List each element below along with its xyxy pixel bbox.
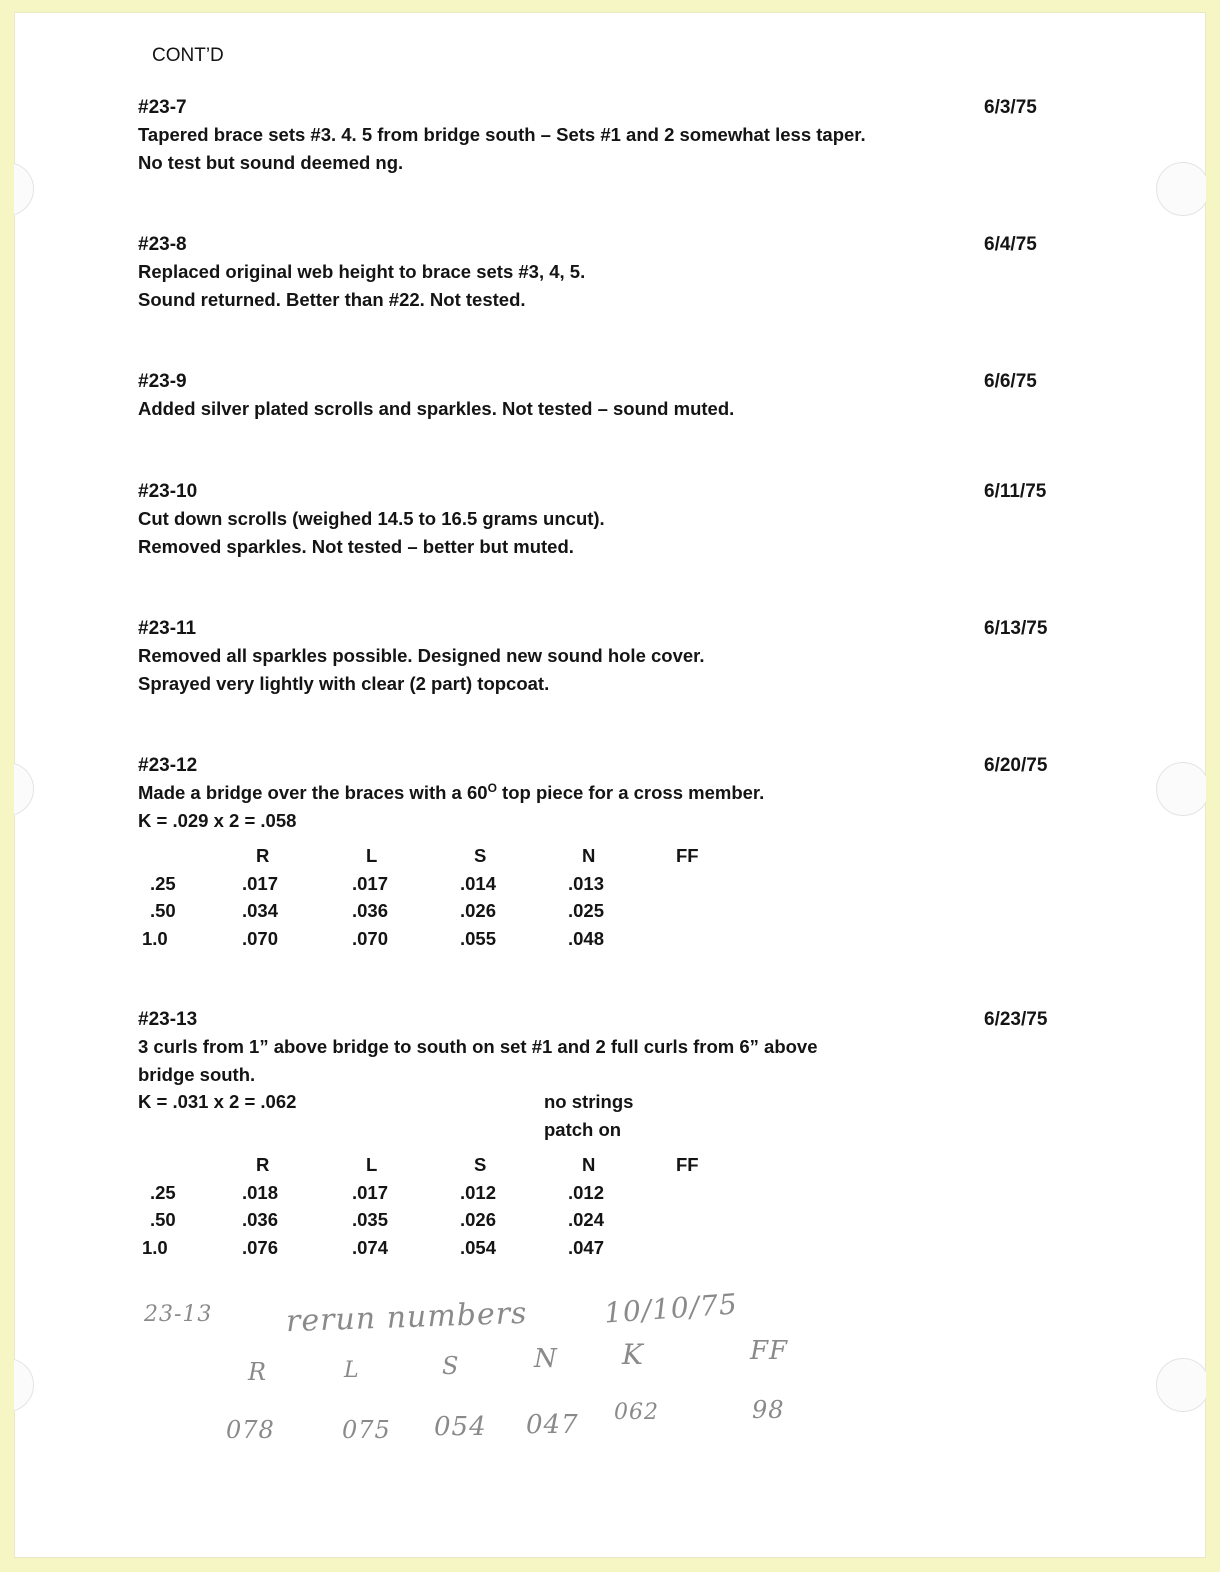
table-row [142,1179,736,1207]
table-header: S [474,845,487,866]
entry-date: 6/13/75 [984,618,1048,639]
table-cell: .036 [242,1209,279,1230]
handwritten-label: R [248,1358,268,1386]
punch-hole [1156,762,1206,816]
table-cell: .014 [460,872,497,894]
table-header: N [582,845,596,866]
document-page [14,12,1206,1558]
table-row [142,870,736,898]
entry-id: #23-7 [138,97,187,118]
table-header-row [142,1151,736,1179]
table-cell: .025 [568,900,605,921]
handwritten-entry-id: 23-13 [144,1302,213,1327]
table-cell: .048 [568,927,605,949]
entry-date: 6/11/75 [984,481,1047,502]
table-cell: .012 [568,1181,605,1203]
table-cell [676,870,736,898]
entry-date: 6/20/75 [984,755,1048,776]
table-cell: .070 [242,927,279,949]
entry-line: Sound returned. Better than #22. Not tested. [138,288,526,310]
table-row [142,1206,736,1234]
log-entry [138,752,1068,952]
table-cell: 1.0 [142,1236,168,1258]
table-cell: .017 [242,872,279,894]
handwritten-label: N [534,1344,558,1374]
table-cell: .50 [150,1209,176,1230]
table-cell: .055 [460,927,497,949]
log-entry [138,478,1068,560]
table-header: FF [676,1154,699,1175]
table-row [142,1234,736,1262]
entry-id: #23-13 [138,1009,198,1030]
table-header: N [582,1154,596,1175]
log-entry [138,94,1068,176]
handwritten-value: 98 [752,1396,785,1424]
measurement-table [142,1151,736,1261]
entry-line-text: Made a bridge over the braces with a 60 [138,782,488,803]
entry-line: Cut down scrolls (weighed 14.5 to 16.5 grams uncut). [138,508,605,529]
entry-line: Replaced original web height to brace sets #3, 4, 5. [138,261,586,282]
table-cell: .026 [460,1209,497,1230]
table-cell [676,1179,736,1207]
k-value-line: K = .031 x 2 = .062 [138,1091,297,1112]
table-cell: .024 [568,1209,605,1230]
table-cell: .034 [242,900,279,921]
table-cell: .017 [352,1181,389,1203]
table-header: L [366,1154,378,1175]
table-row [142,897,736,925]
entry-line: 3 curls from 1” above bridge to south on set #1 and 2 full curls from 6” above [138,1036,818,1057]
table-header: S [474,1154,487,1175]
table-cell: .017 [352,872,389,894]
punch-hole [14,1358,34,1412]
log-entry [138,615,1068,697]
table-cell: .25 [150,872,176,894]
handwritten-phrase: rerun numbers [285,1295,528,1340]
table-cell: .035 [352,1209,389,1230]
table-header: R [256,1154,270,1175]
entry-date: 6/6/75 [984,371,1037,392]
table-cell: .026 [460,900,497,921]
table-header-row [142,842,736,870]
punch-hole [1156,162,1206,216]
entry-line: Added silver plated scrolls and sparkles. Not tested – sound muted. [138,398,735,419]
entry-line: Removed sparkles. Not tested – better but muted. [138,535,574,557]
handwritten-date: 10/10/75 [603,1287,739,1330]
table-row [142,925,736,953]
table-cell [676,925,736,953]
k-value-line: K = .029 x 2 = .058 [138,809,297,831]
entry-id: #23-9 [138,371,187,392]
entry-line: bridge south. [138,1063,256,1085]
table-cell [676,1206,736,1234]
handwritten-label: L [344,1358,360,1383]
table-cell: .074 [352,1236,389,1258]
handwritten-value: 078 [226,1416,275,1444]
table-cell: .012 [460,1181,497,1203]
table-cell: .047 [568,1236,605,1258]
entry-date: 6/3/75 [984,97,1037,118]
handwritten-label: S [442,1352,460,1380]
table-header: R [256,845,270,866]
entry-date: 6/4/75 [984,234,1037,255]
entry-id: #23-12 [138,755,198,776]
punch-hole [1156,1358,1206,1412]
handwritten-value: 047 [526,1410,579,1440]
entry-line: No test but sound deemed ng. [138,151,404,173]
table-cell: .018 [242,1181,279,1203]
entry-line: Sprayed very lightly with clear (2 part) topcoat. [138,672,550,694]
handwritten-value: 075 [342,1416,391,1444]
table-cell: .013 [568,872,605,894]
table-cell [676,1234,736,1262]
entry-id: #23-8 [138,234,187,255]
handwritten-value: 054 [434,1412,487,1442]
entry-line-text: top piece for a cross member. [496,782,765,803]
handwritten-label: FF [750,1336,789,1366]
entry-line: Removed all sparkles possible. Designed new sound hole cover. [138,645,705,666]
table-cell: .076 [242,1236,279,1258]
measurement-table [142,842,736,952]
table-cell: .036 [352,900,389,921]
log-entry [138,1006,1068,1261]
note-line: no strings [544,1091,634,1112]
table-cell: .070 [352,927,389,949]
punch-hole [14,162,34,216]
note-line: patch on [544,1118,622,1140]
table-cell: .054 [460,1236,497,1258]
entry-line [138,779,1068,807]
table-header: FF [676,845,699,866]
table-cell [676,897,736,925]
k-and-note-block [138,1088,1068,1143]
table-header [142,1151,242,1179]
table-header: L [366,845,378,866]
entry-date: 6/23/75 [984,1009,1048,1030]
table-cell: .25 [150,1181,176,1203]
handwritten-label: K [622,1338,644,1371]
degree-mark: O [487,781,497,795]
table-cell: 1.0 [142,927,168,949]
entry-id: #23-11 [138,618,197,639]
log-entry [138,368,1068,423]
table-cell: .50 [150,900,176,921]
entry-id: #23-10 [138,481,198,502]
handwritten-value: 062 [614,1400,659,1425]
entry-line: Tapered brace sets #3. 4. 5 from bridge south – Sets #1 and 2 somewhat less taper. [138,124,866,145]
continued-label: CONT’D [152,45,224,66]
punch-hole [14,762,34,816]
log-entry [138,231,1068,313]
table-header [142,842,242,870]
